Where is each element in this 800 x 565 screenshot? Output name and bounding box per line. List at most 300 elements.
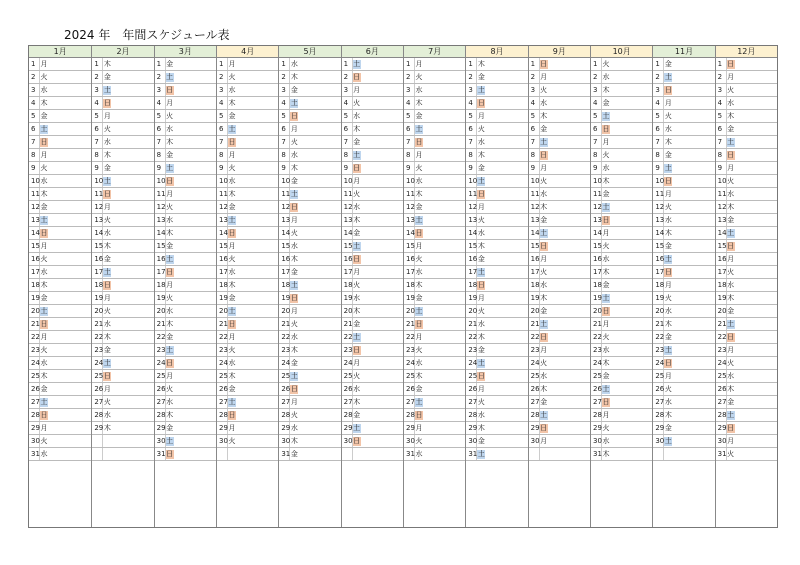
day-row[interactable] [404,357,465,370]
day-row[interactable] [404,383,465,396]
day-row[interactable] [591,396,652,409]
day-row[interactable] [29,227,91,240]
day-row[interactable] [342,409,403,422]
day-row[interactable] [653,71,714,84]
day-row[interactable] [279,344,340,357]
day-row[interactable] [529,253,590,266]
day-row[interactable] [217,331,278,344]
day-row[interactable] [653,123,714,136]
day-row[interactable] [155,409,216,422]
day-row[interactable] [529,266,590,279]
day-row[interactable] [466,136,527,149]
day-row[interactable] [279,58,340,71]
day-row[interactable] [92,162,153,175]
day-row[interactable] [279,214,340,227]
day-row[interactable] [716,188,777,201]
day-row[interactable] [29,84,91,97]
day-row[interactable] [29,422,91,435]
day-row[interactable] [342,188,403,201]
day-row[interactable] [279,162,340,175]
day-row[interactable] [466,409,527,422]
day-row[interactable] [92,383,153,396]
day-row[interactable] [217,279,278,292]
day-row[interactable] [716,357,777,370]
day-row[interactable] [591,240,652,253]
day-row[interactable] [653,266,714,279]
day-row[interactable] [155,188,216,201]
day-row[interactable] [342,448,403,461]
day-row[interactable] [591,266,652,279]
day-row[interactable] [529,227,590,240]
day-row[interactable] [716,227,777,240]
day-row[interactable] [591,409,652,422]
day-row[interactable] [155,71,216,84]
day-row[interactable] [591,175,652,188]
day-row[interactable] [716,123,777,136]
day-row[interactable] [404,266,465,279]
day-row[interactable] [653,435,714,448]
day-row[interactable] [591,84,652,97]
day-row[interactable] [404,448,465,461]
day-row[interactable] [529,422,590,435]
day-row[interactable] [591,344,652,357]
day-row[interactable] [342,357,403,370]
day-row[interactable] [716,448,777,461]
day-row[interactable] [342,305,403,318]
day-row[interactable] [591,331,652,344]
day-row[interactable] [155,279,216,292]
day-row[interactable] [466,175,527,188]
day-row[interactable] [155,448,216,461]
day-row[interactable] [279,357,340,370]
day-row[interactable] [342,344,403,357]
day-row[interactable] [279,71,340,84]
day-row[interactable] [155,162,216,175]
day-row[interactable] [529,188,590,201]
day-row[interactable] [155,305,216,318]
day-row[interactable] [529,448,590,461]
day-row[interactable] [653,84,714,97]
day-row[interactable] [155,422,216,435]
day-row[interactable] [716,396,777,409]
day-row[interactable] [466,266,527,279]
day-row[interactable] [466,240,527,253]
day-row[interactable] [466,357,527,370]
day-row[interactable] [466,188,527,201]
day-row[interactable] [155,84,216,97]
day-row[interactable] [217,383,278,396]
day-row[interactable] [217,201,278,214]
day-row[interactable] [342,214,403,227]
day-row[interactable] [29,97,91,110]
day-row[interactable] [466,292,527,305]
day-row[interactable] [716,149,777,162]
day-row[interactable] [155,383,216,396]
day-row[interactable] [92,305,153,318]
day-row[interactable] [217,266,278,279]
day-row[interactable] [653,188,714,201]
day-row[interactable] [92,71,153,84]
day-row[interactable] [716,175,777,188]
day-row[interactable] [591,435,652,448]
day-row[interactable] [529,71,590,84]
day-row[interactable] [279,97,340,110]
day-row[interactable] [716,240,777,253]
day-row[interactable] [591,149,652,162]
day-row[interactable] [29,175,91,188]
day-row[interactable] [716,409,777,422]
day-row[interactable] [342,110,403,123]
day-row[interactable] [92,149,153,162]
day-row[interactable] [591,123,652,136]
day-row[interactable] [653,227,714,240]
day-row[interactable] [29,448,91,461]
day-row[interactable] [404,71,465,84]
day-row[interactable] [155,435,216,448]
day-row[interactable] [279,84,340,97]
day-row[interactable] [466,162,527,175]
day-row[interactable] [29,305,91,318]
day-row[interactable] [404,149,465,162]
day-row[interactable] [217,110,278,123]
day-row[interactable] [716,266,777,279]
day-row[interactable] [716,331,777,344]
day-row[interactable] [155,175,216,188]
day-row[interactable] [653,448,714,461]
day-row[interactable] [529,240,590,253]
day-row[interactable] [155,344,216,357]
day-row[interactable] [466,110,527,123]
day-row[interactable] [29,71,91,84]
day-row[interactable] [342,71,403,84]
day-row[interactable] [653,175,714,188]
day-row[interactable] [155,357,216,370]
day-row[interactable] [217,240,278,253]
day-row[interactable] [591,383,652,396]
day-row[interactable] [404,409,465,422]
day-row[interactable] [92,266,153,279]
day-row[interactable] [653,214,714,227]
day-row[interactable] [466,84,527,97]
day-row[interactable] [653,58,714,71]
day-row[interactable] [716,435,777,448]
day-row[interactable] [279,305,340,318]
day-row[interactable] [404,84,465,97]
day-row[interactable] [29,253,91,266]
day-row[interactable] [92,240,153,253]
day-row[interactable] [591,58,652,71]
day-row[interactable] [591,110,652,123]
day-row[interactable] [217,188,278,201]
day-row[interactable] [342,292,403,305]
day-row[interactable] [466,305,527,318]
day-row[interactable] [404,97,465,110]
day-row[interactable] [279,396,340,409]
day-row[interactable] [591,370,652,383]
day-row[interactable] [155,214,216,227]
day-row[interactable] [279,331,340,344]
day-row[interactable] [217,149,278,162]
day-row[interactable] [529,214,590,227]
day-row[interactable] [29,435,91,448]
day-row[interactable] [29,370,91,383]
day-row[interactable] [466,214,527,227]
day-row[interactable] [404,227,465,240]
day-row[interactable] [466,227,527,240]
day-row[interactable] [155,123,216,136]
day-row[interactable] [342,383,403,396]
day-row[interactable] [591,214,652,227]
day-row[interactable] [217,409,278,422]
day-row[interactable] [529,305,590,318]
day-row[interactable] [217,318,278,331]
day-row[interactable] [279,383,340,396]
day-row[interactable] [404,253,465,266]
day-row[interactable] [591,97,652,110]
day-row[interactable] [342,149,403,162]
day-row[interactable] [591,305,652,318]
day-row[interactable] [529,357,590,370]
day-row[interactable] [29,409,91,422]
day-row[interactable] [29,266,91,279]
day-row[interactable] [404,136,465,149]
day-row[interactable] [653,305,714,318]
day-row[interactable] [217,227,278,240]
day-row[interactable] [279,201,340,214]
day-row[interactable] [529,58,590,71]
day-row[interactable] [155,136,216,149]
day-row[interactable] [342,84,403,97]
day-row[interactable] [279,136,340,149]
day-row[interactable] [591,227,652,240]
day-row[interactable] [404,175,465,188]
day-row[interactable] [466,58,527,71]
day-row[interactable] [342,435,403,448]
day-row[interactable] [716,279,777,292]
day-row[interactable] [529,162,590,175]
day-row[interactable] [653,357,714,370]
day-row[interactable] [529,344,590,357]
day-row[interactable] [591,292,652,305]
day-row[interactable] [155,58,216,71]
day-row[interactable] [653,149,714,162]
day-row[interactable] [404,162,465,175]
day-row[interactable] [342,227,403,240]
day-row[interactable] [279,266,340,279]
day-row[interactable] [404,201,465,214]
day-row[interactable] [217,97,278,110]
day-row[interactable] [653,396,714,409]
day-row[interactable] [155,201,216,214]
day-row[interactable] [279,448,340,461]
day-row[interactable] [155,240,216,253]
day-row[interactable] [529,318,590,331]
day-row[interactable] [404,279,465,292]
day-row[interactable] [342,318,403,331]
day-row[interactable] [404,188,465,201]
day-row[interactable] [466,253,527,266]
day-row[interactable] [279,253,340,266]
day-row[interactable] [466,97,527,110]
day-row[interactable] [92,331,153,344]
day-row[interactable] [217,162,278,175]
day-row[interactable] [653,97,714,110]
day-row[interactable] [466,149,527,162]
day-row[interactable] [404,396,465,409]
day-row[interactable] [92,97,153,110]
day-row[interactable] [92,214,153,227]
day-row[interactable] [29,123,91,136]
day-row[interactable] [466,344,527,357]
day-row[interactable] [29,162,91,175]
day-row[interactable] [342,331,403,344]
day-row[interactable] [529,84,590,97]
day-row[interactable] [29,292,91,305]
day-row[interactable] [92,227,153,240]
day-row[interactable] [653,292,714,305]
day-row[interactable] [716,422,777,435]
day-row[interactable] [92,84,153,97]
day-row[interactable] [342,370,403,383]
day-row[interactable] [342,201,403,214]
day-row[interactable] [653,344,714,357]
day-row[interactable] [466,422,527,435]
day-row[interactable] [155,370,216,383]
day-row[interactable] [466,448,527,461]
day-row[interactable] [342,136,403,149]
day-row[interactable] [217,123,278,136]
day-row[interactable] [29,344,91,357]
day-row[interactable] [466,370,527,383]
day-row[interactable] [92,422,153,435]
day-row[interactable] [217,292,278,305]
day-row[interactable] [653,110,714,123]
day-row[interactable] [529,292,590,305]
day-row[interactable] [466,279,527,292]
day-row[interactable] [529,409,590,422]
day-row[interactable] [342,422,403,435]
day-row[interactable] [92,435,153,448]
day-row[interactable] [653,201,714,214]
day-row[interactable] [716,201,777,214]
day-row[interactable] [342,240,403,253]
day-row[interactable] [653,383,714,396]
day-row[interactable] [155,253,216,266]
day-row[interactable] [92,318,153,331]
day-row[interactable] [404,331,465,344]
day-row[interactable] [716,370,777,383]
day-row[interactable] [529,201,590,214]
day-row[interactable] [716,110,777,123]
day-row[interactable] [92,175,153,188]
day-row[interactable] [591,201,652,214]
day-row[interactable] [404,370,465,383]
day-row[interactable] [404,422,465,435]
day-row[interactable] [279,149,340,162]
day-row[interactable] [716,318,777,331]
day-row[interactable] [155,149,216,162]
day-row[interactable] [716,71,777,84]
day-row[interactable] [217,214,278,227]
day-row[interactable] [217,370,278,383]
day-row[interactable] [342,162,403,175]
day-row[interactable] [653,253,714,266]
day-row[interactable] [217,136,278,149]
day-row[interactable] [653,240,714,253]
day-row[interactable] [716,97,777,110]
day-row[interactable] [342,97,403,110]
day-row[interactable] [653,162,714,175]
day-row[interactable] [217,253,278,266]
day-row[interactable] [29,188,91,201]
day-row[interactable] [466,383,527,396]
day-row[interactable] [217,448,278,461]
day-row[interactable] [529,396,590,409]
day-row[interactable] [716,253,777,266]
day-row[interactable] [466,201,527,214]
day-row[interactable] [92,110,153,123]
day-row[interactable] [342,266,403,279]
day-row[interactable] [404,318,465,331]
day-row[interactable] [404,110,465,123]
day-row[interactable] [29,279,91,292]
day-row[interactable] [591,279,652,292]
day-row[interactable] [716,58,777,71]
day-row[interactable] [404,123,465,136]
day-row[interactable] [716,136,777,149]
day-row[interactable] [342,58,403,71]
day-row[interactable] [217,344,278,357]
day-row[interactable] [716,344,777,357]
day-row[interactable] [92,292,153,305]
day-row[interactable] [29,331,91,344]
day-row[interactable] [529,149,590,162]
day-row[interactable] [279,175,340,188]
day-row[interactable] [466,396,527,409]
day-row[interactable] [529,435,590,448]
day-row[interactable] [279,279,340,292]
day-row[interactable] [155,110,216,123]
day-row[interactable] [279,240,340,253]
day-row[interactable] [29,110,91,123]
day-row[interactable] [29,136,91,149]
day-row[interactable] [591,357,652,370]
day-row[interactable] [217,175,278,188]
day-row[interactable] [716,383,777,396]
day-row[interactable] [92,344,153,357]
day-row[interactable] [29,396,91,409]
day-row[interactable] [342,253,403,266]
day-row[interactable] [29,201,91,214]
day-row[interactable] [155,292,216,305]
day-row[interactable] [92,357,153,370]
day-row[interactable] [342,175,403,188]
day-row[interactable] [404,305,465,318]
day-row[interactable] [529,97,590,110]
day-row[interactable] [29,58,91,71]
day-row[interactable] [92,188,153,201]
day-row[interactable] [404,58,465,71]
day-row[interactable] [217,84,278,97]
day-row[interactable] [529,370,590,383]
day-row[interactable] [716,292,777,305]
day-row[interactable] [342,396,403,409]
day-row[interactable] [716,214,777,227]
day-row[interactable] [466,123,527,136]
day-row[interactable] [466,71,527,84]
day-row[interactable] [653,422,714,435]
day-row[interactable] [217,435,278,448]
